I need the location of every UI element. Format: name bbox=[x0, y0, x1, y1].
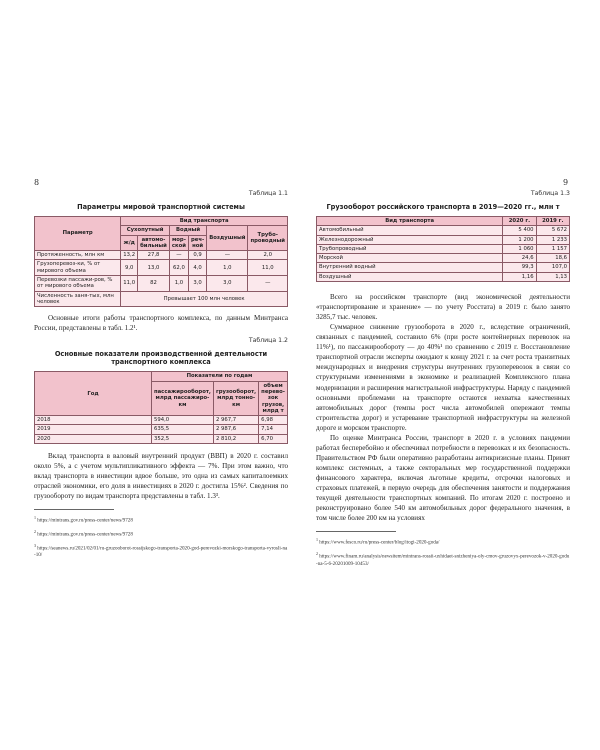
table-1-2 bbox=[34, 371, 288, 444]
paragraph: Всего на российском транспорте (вид экономической деятельности «транспортирование и хранение» — по учету Росстата) в 2019 г. было занято 3285,7 тыс. человек. bbox=[316, 293, 570, 322]
page-number-left: 8 bbox=[34, 178, 40, 187]
left-page bbox=[34, 178, 288, 562]
table-1-3-title: Грузооборот российского транспорта в 2019—2020 гг., млн т bbox=[326, 203, 560, 211]
table-header-water: Водный bbox=[169, 226, 206, 235]
table-header-group: Показатели по годам bbox=[151, 372, 287, 381]
table-row: Протяженность, млн км 13,2 27,8 — 0,9 — 2,0 bbox=[35, 251, 288, 260]
footnote: $^1$ https://www.fesco.ru/ru/press-center/blog/itogi-2020-goda/ bbox=[316, 537, 440, 546]
table-row: Автомобильный 5 400 5 672 bbox=[317, 226, 570, 235]
paragraph: По оценке Минтранса России, транспорт в 2020 г. в условиях пандемии работал бесперебойно и обеспечивал потребности в перевозках и их безопасность. Правительством РФ были оперативно разработаны антикризисные планы. Принят комплекс системных, а также секторальных мер государственной поддержки финансового характера, включая льготные кредиты, отсрочки налоговых и страховых платежей, в первую очередь для обеспечения занятости и поддержания текущей деятельности транспортных компаний. По итогам 2020 г. построено и реконструировано более 540 км автомобильных дорог федерального значения, в том числе более 200 км на условиях bbox=[316, 433, 570, 523]
paragraph: Суммарное снижение грузооборота в 2020 г., вследствие ограничений, связанных с пандемией, составило 6% (при росте контейнерных перевозок на 11%¹), по пассажирообороту — до 40%¹ по сравнению с 2019 г. Восстановление транспортной отрасли эксперты ожидают к концу 2021 г. за счет роста транзитных международных и внедрения структуры внутренних грузоперевозок в связи со структурными изменениями в экономике и реализацией Комплексного плана модернизации и расширения магистральной инфраструктуры. Наряду с пандемией основными проблемами на транспорте остаются нехватка качественных автомобильных дорог (темпы рост числа автомобилей опережают темпы строительства дорог) и устаревание транспортной инфраструктуры на железной дороге и морском транспорте. bbox=[316, 323, 570, 432]
table-1-2-title: Основные показатели производственной деятельности транспортного комплекса bbox=[54, 350, 268, 367]
table-header-freight: грузооборот, млрд тонно-км bbox=[213, 381, 258, 415]
footnote: $^2$ https://mintrans.gov.ru/press-center/news/9728 bbox=[34, 528, 133, 538]
table-header-volume: объем перево-зок грузов, млрд т bbox=[259, 381, 288, 415]
table-header-param: Параметр bbox=[35, 217, 121, 251]
table-row: 2020 352,5 2 810,2 6,70 bbox=[35, 434, 288, 443]
table-row: 2018 594,0 2 967,7 6,98 bbox=[35, 416, 288, 425]
footnote: $^3$ https://seanews.ru/2021/02/01/ru-gruzooborot-rossijskogo-transporta-2020-god-perevozki-morskogo-transporta-vyrosli-na-10/ bbox=[34, 542, 288, 559]
footnote-divider bbox=[34, 509, 114, 510]
table-header-dry: Сухопутный bbox=[121, 226, 170, 235]
table-1-1-title: Параметры мировой транспортной системы bbox=[77, 203, 245, 211]
footnote-divider bbox=[316, 531, 396, 532]
table-1-1-label: Таблица 1.1 bbox=[248, 190, 288, 197]
table-row: Морской 24,6 18,6 bbox=[317, 254, 570, 263]
table-row: Внутренний водный 99,3 107,0 bbox=[317, 263, 570, 272]
table-header-pipe: Трубо-проводный bbox=[248, 226, 288, 251]
table-1-3-label: Таблица 1.3 bbox=[530, 190, 570, 197]
table-header-group: Вид транспорта bbox=[121, 217, 288, 226]
table-header-pass: пассажирооборот, млрд пассажиро-км bbox=[151, 381, 213, 415]
table-header-2019: 2019 г. bbox=[536, 217, 569, 226]
table-1-2-label: Таблица 1.2 bbox=[248, 337, 288, 345]
table-header-rail: ж/д bbox=[121, 235, 138, 251]
right-page bbox=[316, 178, 570, 571]
table-row: Численность заня-тых, млн человек Превышает 100 млн человек bbox=[35, 291, 288, 307]
table-row: Железнодорожный 1 200 1 233 bbox=[317, 235, 570, 244]
table-header-air: Воздушный bbox=[207, 226, 248, 251]
footnote: $^2$ https://www.finam.ru/analysis/newsitem/mintrans-rossii-uxhidaet-snizheniya-oly-cmov-gruzovyx-perevozok-v-2020-godu-na-5-6-20201009-10453/ bbox=[316, 550, 570, 567]
table-header-sea: мор-ской bbox=[169, 235, 188, 251]
page-number-right: 9 bbox=[563, 178, 569, 187]
table-row: 2019 635,5 2 987,6 7,14 bbox=[35, 425, 288, 434]
table-header-auto: автомо-бильный bbox=[138, 235, 170, 251]
table-header-river: реч-ной bbox=[188, 235, 206, 251]
table-1-3 bbox=[316, 216, 570, 282]
footnote: $^1$ https://mintrans.gov.ru/press-center/news/9728 bbox=[34, 515, 133, 524]
table-header-2020: 2020 г. bbox=[503, 217, 536, 226]
table-header-year: Год bbox=[35, 372, 152, 416]
table-row: Грузоперевоз-ки, % от мирового объема 9,0 13,0 62,0 4,0 1,0 11,0 bbox=[35, 260, 288, 276]
table-header-type: Вид транспорта bbox=[317, 217, 503, 226]
table-row: Воздушный 1,16 1,13 bbox=[317, 272, 570, 281]
paragraph: Основные итоги работы транспортного комплекса, по данным Минтранса России, представлены в табл. 1.2¹. bbox=[34, 314, 288, 333]
paragraph: Вклад транспорта в валовый внутренний продукт (ВВП) в 2020 г. составил около 5%, а с учетом мультипликативного эффекта — 7%. При этом важно, что вклад транспорта в инвестиции вдвое больше, это одна из самых капиталоемких отраслей экономики, его доля в инвестициях в 2020 г. достигла 15%². Сведения по грузообороту по видам транспорта представлены в табл. 1.3³. bbox=[34, 452, 288, 501]
table-row: Перевозки пассажи-ров, % от мирового объема 11,0 82 1,0 3,0 3,0 — bbox=[35, 276, 288, 292]
table-1-1 bbox=[34, 216, 288, 307]
table-row: Трубопроводный 1 060 1 157 bbox=[317, 244, 570, 253]
